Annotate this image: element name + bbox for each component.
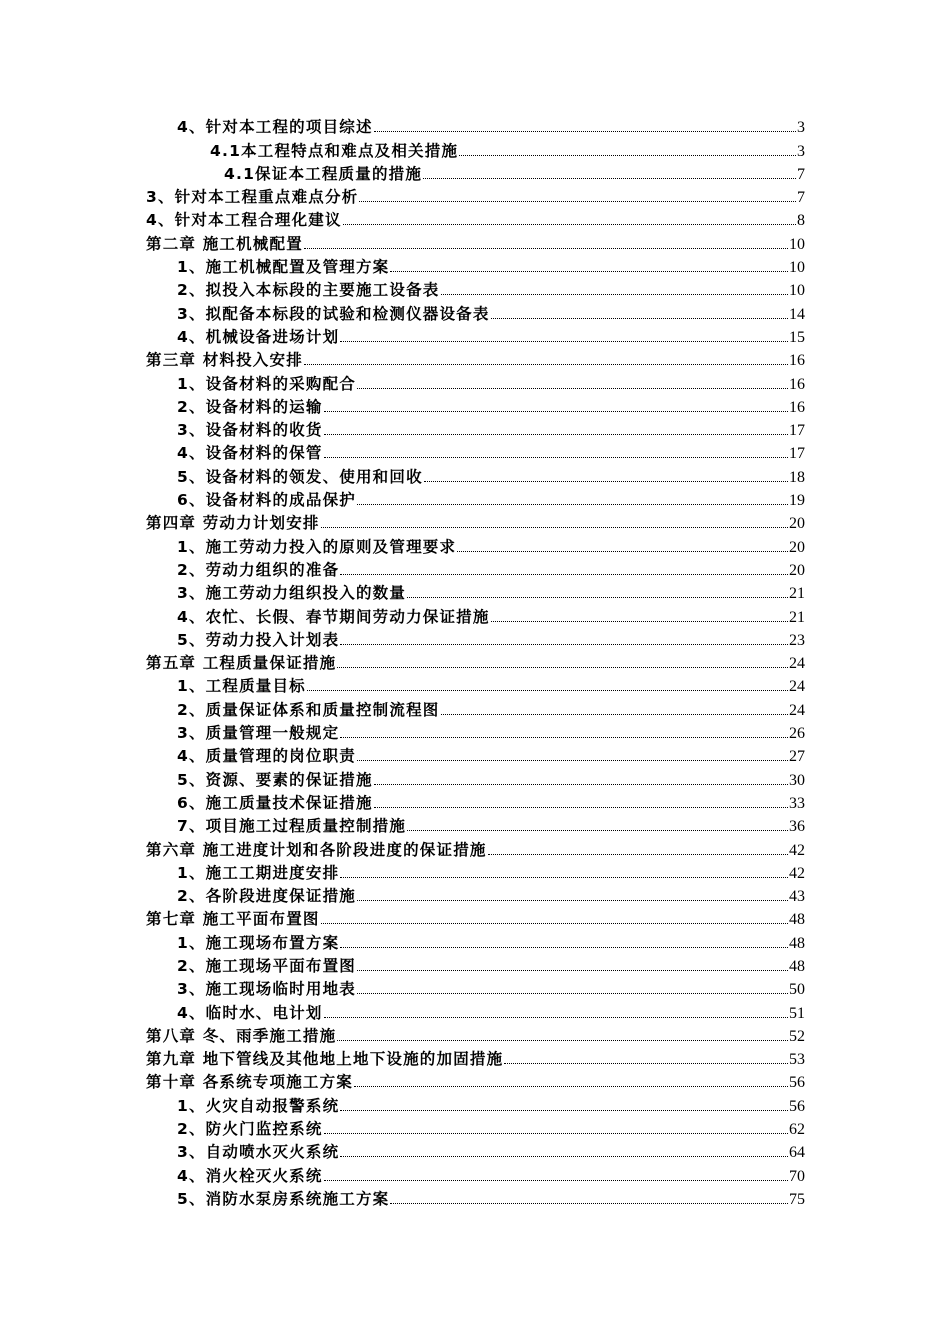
dot-leader xyxy=(304,364,788,365)
dot-leader xyxy=(491,621,788,622)
table-of-contents xyxy=(0,114,950,1209)
toc-entry[interactable] xyxy=(0,860,950,883)
toc-entry-page-number: 24 xyxy=(789,678,805,696)
toc-entry-page-number: 10 xyxy=(789,235,805,253)
toc-entry-title: 1、设备材料的采购配合 xyxy=(177,374,356,393)
toc-entry[interactable] xyxy=(0,953,950,976)
toc-entry-title: 1、施工劳动力投入的原则及管理要求 xyxy=(177,537,457,556)
dot-leader xyxy=(324,1133,788,1134)
toc-entry-page-number: 51 xyxy=(789,1004,805,1022)
toc-entry-page-number: 53 xyxy=(789,1051,805,1069)
toc-entry-page-number: 3 xyxy=(797,142,805,160)
toc-entry-title: 4、临时水、电计划 xyxy=(177,1003,323,1022)
toc-entry-page-number: 26 xyxy=(789,725,805,743)
toc-entry-title: 5、消防水泵房系统施工方案 xyxy=(177,1189,390,1208)
toc-entry[interactable] xyxy=(0,324,950,347)
toc-entry[interactable] xyxy=(0,417,950,440)
dot-leader xyxy=(324,434,788,435)
toc-entry-title: 3、施工现场临时用地表 xyxy=(177,980,356,999)
toc-entry-page-number: 21 xyxy=(789,585,805,603)
toc-entry-page-number: 17 xyxy=(789,422,805,440)
dot-leader xyxy=(357,504,788,505)
toc-entry-page-number: 10 xyxy=(789,259,805,277)
toc-entry-page-number: 48 xyxy=(789,911,805,929)
toc-entry-page-number: 7 xyxy=(797,189,805,207)
dot-leader xyxy=(307,690,788,691)
toc-entry-title: 4.1保证本工程质量的措施 xyxy=(224,164,423,183)
dot-leader xyxy=(340,341,788,342)
dot-leader xyxy=(340,1110,788,1111)
toc-entry[interactable] xyxy=(0,976,950,999)
toc-entry[interactable] xyxy=(0,114,950,137)
toc-entry[interactable] xyxy=(0,1023,950,1046)
dot-leader xyxy=(340,947,788,948)
toc-entry-title: 3、针对本工程重点难点分析 xyxy=(146,188,359,207)
dot-leader xyxy=(407,830,788,831)
dot-leader xyxy=(337,667,788,668)
toc-entry-title: 1、施工现场布置方案 xyxy=(177,933,340,952)
toc-entry[interactable] xyxy=(0,673,950,696)
toc-entry[interactable] xyxy=(0,487,950,510)
toc-entry-page-number: 20 xyxy=(789,561,805,579)
dot-leader xyxy=(340,877,788,878)
toc-entry[interactable] xyxy=(0,1046,950,1069)
dot-leader xyxy=(357,388,788,389)
toc-entry-page-number: 64 xyxy=(789,1144,805,1162)
dot-leader xyxy=(488,854,788,855)
toc-entry-title: 6、设备材料的成品保护 xyxy=(177,491,356,510)
dot-leader xyxy=(457,551,788,552)
toc-entry-page-number: 33 xyxy=(789,794,805,812)
toc-entry-page-number: 17 xyxy=(789,445,805,463)
dot-leader xyxy=(504,1063,788,1064)
dot-leader xyxy=(374,807,788,808)
dot-leader xyxy=(441,294,789,295)
dot-leader xyxy=(357,993,788,994)
dot-leader xyxy=(423,178,796,179)
dot-leader xyxy=(340,1156,788,1157)
toc-entry[interactable] xyxy=(0,533,950,556)
toc-entry-page-number: 56 xyxy=(789,1097,805,1115)
dot-leader xyxy=(321,527,788,528)
toc-entry-page-number: 18 xyxy=(789,468,805,486)
toc-entry[interactable] xyxy=(0,207,950,230)
toc-entry[interactable] xyxy=(0,137,950,160)
toc-entry-page-number: 21 xyxy=(789,608,805,626)
toc-entry-title: 2、质量保证体系和质量控制流程图 xyxy=(177,700,440,719)
dot-leader xyxy=(324,411,788,412)
toc-entry-title: 4、质量管理的岗位职责 xyxy=(177,747,356,766)
toc-entry-title: 3、施工劳动力组织投入的数量 xyxy=(177,584,407,603)
toc-entry-page-number: 15 xyxy=(789,328,805,346)
toc-entry[interactable] xyxy=(0,1139,950,1162)
toc-entry[interactable] xyxy=(0,440,950,463)
dot-leader xyxy=(340,574,788,575)
toc-entry[interactable] xyxy=(0,906,950,929)
dot-leader xyxy=(324,1180,788,1181)
toc-entry[interactable] xyxy=(0,161,950,184)
toc-entry-page-number: 30 xyxy=(789,771,805,789)
toc-entry-title: 3、质量管理一般规定 xyxy=(177,724,340,743)
toc-entry-title: 2、各阶段进度保证措施 xyxy=(177,887,356,906)
toc-entry[interactable] xyxy=(0,627,950,650)
dot-leader xyxy=(459,155,796,156)
toc-entry-page-number: 48 xyxy=(789,957,805,975)
toc-entry[interactable] xyxy=(0,999,950,1022)
dot-leader xyxy=(324,1017,788,1018)
toc-entry-title: 4、针对本工程合理化建议 xyxy=(146,211,342,230)
toc-entry-page-number: 42 xyxy=(789,841,805,859)
toc-entry-title: 第六章 施工进度计划和各阶段进度的保证措施 xyxy=(146,840,487,859)
toc-entry-page-number: 70 xyxy=(789,1167,805,1185)
toc-entry-page-number: 24 xyxy=(789,655,805,673)
toc-entry-title: 2、施工现场平面布置图 xyxy=(177,956,356,975)
dot-leader xyxy=(340,644,788,645)
toc-entry-title: 7、项目施工过程质量控制措施 xyxy=(177,817,407,836)
dot-leader xyxy=(374,131,796,132)
toc-entry[interactable] xyxy=(0,1092,950,1115)
dot-leader xyxy=(304,248,788,249)
toc-entry-page-number: 20 xyxy=(789,538,805,556)
toc-entry-title: 3、自动喷水灭火系统 xyxy=(177,1143,340,1162)
dot-leader xyxy=(390,1203,788,1204)
toc-entry-page-number: 23 xyxy=(789,631,805,649)
toc-entry-title: 第九章 地下管线及其他地上地下设施的加固措施 xyxy=(146,1050,504,1069)
toc-entry-page-number: 20 xyxy=(789,515,805,533)
toc-entry-title: 4.1本工程特点和难点及相关措施 xyxy=(210,141,459,160)
toc-entry-title: 第五章 工程质量保证措施 xyxy=(146,654,337,673)
toc-entry-title: 第七章 施工平面布置图 xyxy=(146,910,320,929)
toc-entry-page-number: 27 xyxy=(789,748,805,766)
toc-entry-title: 4、针对本工程的项目综述 xyxy=(177,118,373,137)
toc-entry[interactable] xyxy=(0,1162,950,1185)
toc-entry[interactable] xyxy=(0,254,950,277)
toc-entry-title: 2、劳动力组织的准备 xyxy=(177,560,340,579)
toc-entry[interactable] xyxy=(0,230,950,253)
toc-entry-page-number: 24 xyxy=(789,701,805,719)
toc-entry[interactable] xyxy=(0,580,950,603)
toc-entry[interactable] xyxy=(0,1116,950,1139)
toc-entry-title: 5、设备材料的领发、使用和回收 xyxy=(177,467,423,486)
toc-entry-page-number: 42 xyxy=(789,864,805,882)
toc-entry-page-number: 48 xyxy=(789,934,805,952)
toc-entry-page-number: 52 xyxy=(789,1027,805,1045)
toc-entry[interactable] xyxy=(0,813,950,836)
toc-entry-title: 第十章 各系统专项施工方案 xyxy=(146,1073,353,1092)
dot-leader xyxy=(407,597,788,598)
toc-entry-title: 1、火灾自动报警系统 xyxy=(177,1096,340,1115)
toc-entry-title: 第四章 劳动力计划安排 xyxy=(146,514,320,533)
toc-entry[interactable] xyxy=(0,790,950,813)
dot-leader xyxy=(337,1040,788,1041)
toc-entry-page-number: 50 xyxy=(789,981,805,999)
toc-entry[interactable] xyxy=(0,1069,950,1092)
toc-entry[interactable] xyxy=(0,929,950,952)
dot-leader xyxy=(359,201,796,202)
toc-entry-title: 4、机械设备进场计划 xyxy=(177,327,340,346)
toc-entry-title: 3、拟配备本标段的试验和检测仪器设备表 xyxy=(177,304,490,323)
toc-entry[interactable] xyxy=(0,277,950,300)
toc-entry[interactable] xyxy=(0,883,950,906)
dot-leader xyxy=(374,784,788,785)
toc-entry-page-number: 16 xyxy=(789,398,805,416)
toc-entry-title: 1、施工机械配置及管理方案 xyxy=(177,258,390,277)
toc-entry[interactable] xyxy=(0,1186,950,1209)
dot-leader xyxy=(390,271,788,272)
toc-entry[interactable] xyxy=(0,463,950,486)
toc-entry-page-number: 14 xyxy=(789,305,805,323)
toc-entry[interactable] xyxy=(0,766,950,789)
dot-leader xyxy=(491,318,788,319)
toc-entry[interactable] xyxy=(0,184,950,207)
toc-entry-page-number: 7 xyxy=(797,165,805,183)
toc-entry-title: 1、施工工期进度安排 xyxy=(177,863,340,882)
toc-entry[interactable] xyxy=(0,347,950,370)
dot-leader xyxy=(343,224,796,225)
toc-entry-page-number: 62 xyxy=(789,1121,805,1139)
toc-entry[interactable] xyxy=(0,603,950,626)
toc-entry[interactable] xyxy=(0,836,950,859)
toc-entry-title: 2、防火门监控系统 xyxy=(177,1120,323,1139)
toc-entry-page-number: 56 xyxy=(789,1074,805,1092)
dot-leader xyxy=(357,970,788,971)
toc-entry[interactable] xyxy=(0,696,950,719)
toc-entry-title: 第二章 施工机械配置 xyxy=(146,234,303,253)
dot-leader xyxy=(340,737,788,738)
toc-entry[interactable] xyxy=(0,650,950,673)
toc-entry-title: 6、施工质量技术保证措施 xyxy=(177,793,373,812)
toc-entry-title: 3、设备材料的收货 xyxy=(177,421,323,440)
toc-entry[interactable] xyxy=(0,557,950,580)
toc-entry-title: 第八章 冬、雨季施工措施 xyxy=(146,1026,337,1045)
toc-entry[interactable] xyxy=(0,370,950,393)
toc-entry-title: 第三章 材料投入安排 xyxy=(146,351,303,370)
toc-entry-page-number: 36 xyxy=(789,818,805,836)
toc-entry-page-number: 3 xyxy=(797,119,805,137)
dot-leader xyxy=(324,457,788,458)
toc-entry-title: 1、工程质量目标 xyxy=(177,677,306,696)
dot-leader xyxy=(357,900,788,901)
dot-leader xyxy=(441,714,789,715)
toc-entry[interactable] xyxy=(0,394,950,417)
toc-entry-title: 5、劳动力投入计划表 xyxy=(177,630,340,649)
toc-entry-page-number: 43 xyxy=(789,888,805,906)
toc-entry-page-number: 10 xyxy=(789,282,805,300)
toc-entry-page-number: 19 xyxy=(789,492,805,510)
dot-leader xyxy=(321,923,788,924)
dot-leader xyxy=(357,760,788,761)
toc-entry[interactable] xyxy=(0,510,950,533)
toc-entry-page-number: 16 xyxy=(789,375,805,393)
toc-entry-title: 5、资源、要素的保证措施 xyxy=(177,770,373,789)
toc-entry-title: 4、农忙、长假、春节期间劳动力保证措施 xyxy=(177,607,490,626)
toc-entry-title: 4、消火栓灭火系统 xyxy=(177,1166,323,1185)
toc-entry[interactable] xyxy=(0,720,950,743)
dot-leader xyxy=(424,481,788,482)
toc-entry-page-number: 16 xyxy=(789,352,805,370)
toc-entry-title: 4、设备材料的保管 xyxy=(177,444,323,463)
toc-entry[interactable] xyxy=(0,743,950,766)
dot-leader xyxy=(354,1086,788,1087)
toc-entry-page-number: 75 xyxy=(789,1190,805,1208)
toc-entry-title: 2、拟投入本标段的主要施工设备表 xyxy=(177,281,440,300)
toc-entry-title: 2、设备材料的运输 xyxy=(177,397,323,416)
toc-entry-page-number: 8 xyxy=(797,212,805,230)
toc-entry[interactable] xyxy=(0,300,950,323)
